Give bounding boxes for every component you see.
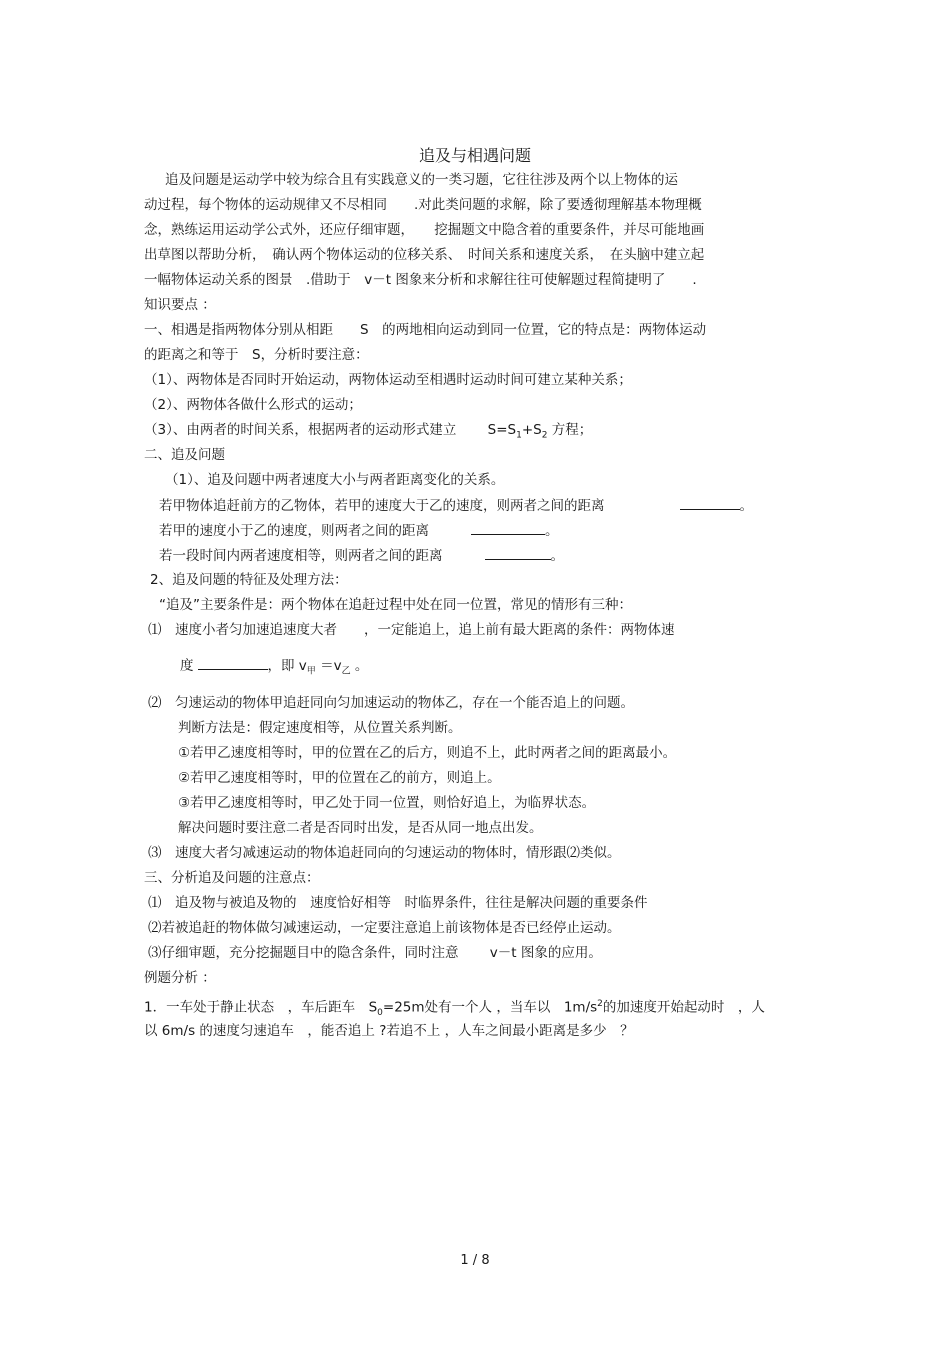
section-3-point-1: ⑴ 追及物与被追及物的 速度恰好相等 时临界条件，往往是解决问题的重要条件 [148, 895, 648, 911]
subscript-jia: 甲 [306, 666, 316, 677]
section-1-point-2: （2）、两物体各做什么形式的运动； [144, 397, 362, 413]
case-2: ⑵ 匀速运动的物体甲追赶同向匀加速运动的物体乙，存在一个能否追上的问题。 [148, 695, 634, 711]
section-2-point-2: 2、追及问题的特征及处理方法： [150, 572, 348, 588]
subscript-0: 0 [377, 1008, 383, 1019]
equation-text-b: +S [521, 422, 542, 438]
relation-text-1: 若甲物体追赶前方的乙物体，若甲的速度大于乙的速度，则两者之间的距离 [159, 498, 605, 514]
superscript-2: 2 [597, 999, 603, 1009]
answer-blank-3 [485, 545, 551, 560]
example-text-c: 的加速度开始起动时 ，人 [602, 999, 765, 1016]
case-2-item-2: ②若甲乙速度相等时，甲的位置在乙的前方，则追上。 [178, 770, 501, 786]
equation-text-a: （3）、由两者的时间关系，根据两者的运动形式建立 S=S [144, 422, 517, 438]
answer-blank-2 [471, 520, 545, 535]
intro-line-2: 动过程，每个物体的运动规律又不尽相同 .对此类问题的求解，除了要透彻理解基本物理概 [144, 197, 702, 213]
page-title: 追及与相遇问题 [418, 146, 531, 165]
intro-line-4: 出草图以帮助分析， 确认两个物体运动的位移关系、 时间关系和速度关系， 在头脑中建立起 [144, 247, 705, 263]
knowledge-heading: 知识要点 ： [144, 297, 216, 313]
section-2-heading: 二、追及问题 [144, 447, 225, 463]
case-2-item-3: ③若甲乙速度相等时，甲乙处于同一位置，则恰好追上，为临界状态。 [178, 795, 596, 811]
subscript-2: 2 [541, 430, 548, 441]
section-1-line-2: 的距离之和等于 S，分析时要注意： [144, 347, 369, 363]
section-2-point-1: （1）、追及问题中两者速度大小与两者距离变化的关系。 [165, 472, 505, 488]
relation-line-1 [159, 495, 753, 516]
equation-text-c: 方程； [547, 422, 593, 438]
case-2-method: 判断方法是：假定速度相等，从位置关系判断。 [178, 720, 462, 736]
relation-line-3 [159, 545, 564, 566]
case-2-note: 解决问题时要注意二者是否同时出发，是否从同一地点出发。 [178, 820, 543, 836]
case-1-text-a: 度 [180, 658, 194, 674]
section-1-point-3 [144, 420, 592, 446]
relation-text-3: 若一段时间内两者速度相等，则两者之间的距离 [159, 548, 443, 564]
section-1-line-1: 一、相遇是指两物体分别从相距 S 的两地相向运动到同一位置，它的特点是：两物体运动 [144, 322, 707, 338]
case-1: ⑴ 速度小者匀加速追速度大者 ，一定能追上，追上前有最大距离的条件：两物体速 [148, 622, 675, 638]
example-heading: 例题分析 ： [144, 970, 216, 986]
example-1-line-1 [144, 994, 765, 1023]
intro-line-1: 追及问题是运动学中较为综合且有实践意义的一类习题，它往往涉及两个以上物体的运 [165, 172, 678, 188]
page-number: 1 / 8 [460, 1253, 490, 1268]
period-1: 。 [739, 498, 753, 514]
example-text-a: 1．一车处于静止状态 ，车后距车 S [144, 999, 378, 1016]
intro-line-3: 念，熟练运用运动学公式外，还应仔细审题， 挖掘题文中隐含着的重要条件，并尽可能地画 [144, 222, 705, 238]
case-1-continued [180, 655, 368, 682]
intro-line-5: 一幅物体运动关系的图景 .借助于 v－t 图象来分析和求解往往可使解题过程简捷明了 . [144, 272, 697, 288]
subscript-1: 1 [516, 430, 522, 441]
subscript-yi: 乙 [341, 666, 351, 677]
case-1-text-b: ，即 v [267, 658, 307, 674]
case-1-text-d: 。 [350, 658, 369, 674]
case-1-text-c: ＝v [315, 658, 342, 674]
relation-text-2: 若甲的速度小于乙的速度，则两者之间的距离 [159, 523, 429, 539]
period-2: 。 [545, 523, 559, 539]
chase-condition: “追及”主要条件是：两个物体在追赶过程中处在同一位置，常见的情形有三种： [159, 597, 632, 613]
case-3: ⑶ 速度大者匀减速运动的物体追赶同向的匀速运动的物体时，情形跟⑵类似。 [148, 845, 621, 861]
section-3-point-3: ⑶仔细审题，充分挖掘题目中的隐含条件，同时注意 v－t 图象的应用。 [148, 945, 602, 961]
example-text-b: =25m处有一个人 ，当车以 1m/s [382, 999, 598, 1016]
answer-blank-1 [680, 495, 740, 510]
relation-line-2 [159, 520, 559, 541]
section-3-point-2: ⑵若被追赶的物体做匀减速运动，一定要注意追上前该物体是否已经停止运动。 [148, 920, 621, 936]
section-1-point-1: （1）、两物体是否同时开始运动，两物体运动至相遇时运动时间可建立某种关系； [144, 372, 632, 388]
answer-blank-4 [198, 655, 268, 670]
example-1-line-2: 以 6m/s 的速度匀速追车 ，能否追上 ?若追不上 ，人车之间最小距离是多少 ？ [144, 1023, 634, 1039]
section-3-heading: 三、分析追及问题的注意点： [144, 870, 320, 886]
case-2-item-1: ①若甲乙速度相等时，甲的位置在乙的后方，则追不上，此时两者之间的距离最小。 [178, 745, 677, 761]
period-3: 。 [550, 548, 564, 564]
